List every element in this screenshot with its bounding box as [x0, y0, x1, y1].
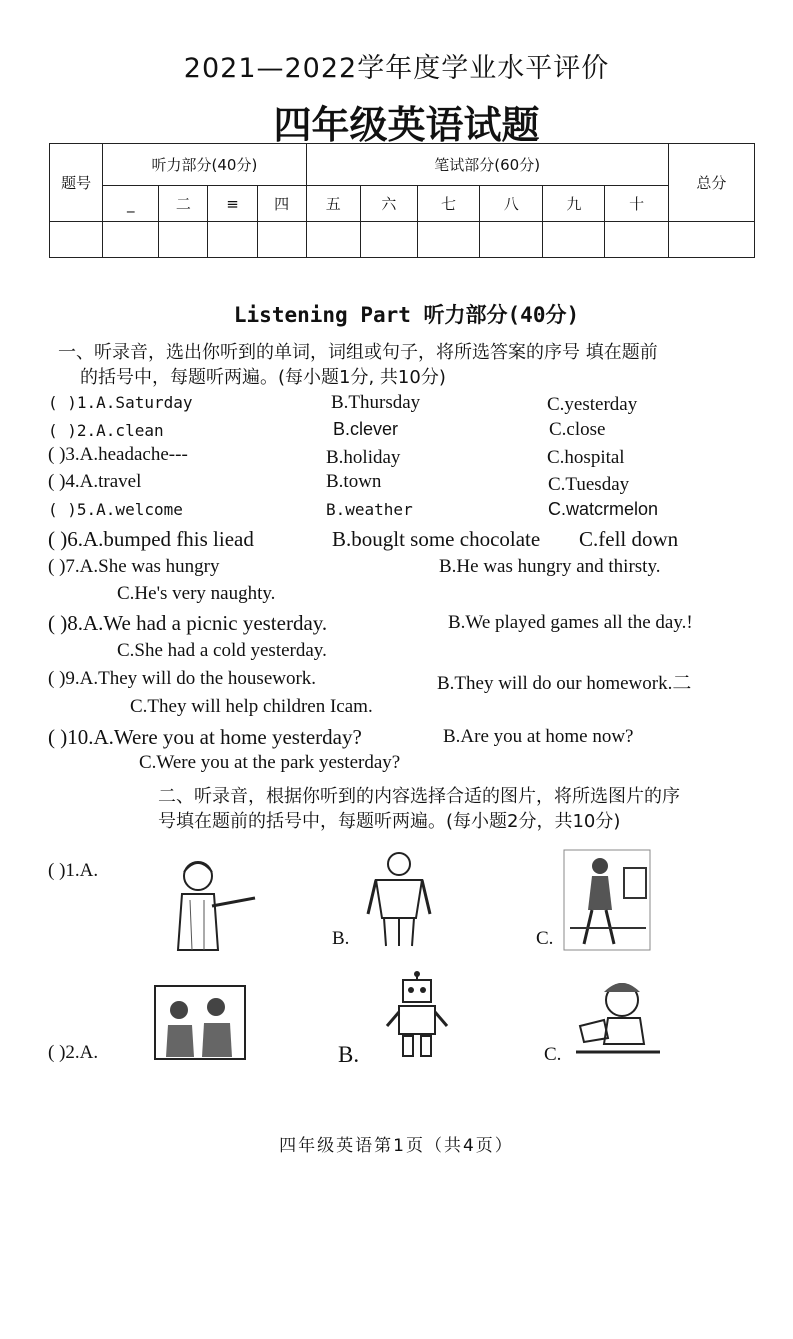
question-5-c: C.watcrmelon: [548, 499, 659, 519]
question-9-c: C.They will help children Icam.: [130, 696, 373, 717]
question-5-b: B.weather: [326, 500, 413, 519]
page-footer: 四年级英语第1页（共4页）: [279, 1136, 514, 1156]
question-1-b: B.Thursday: [331, 392, 421, 413]
question-1-c: C.yesterday: [547, 394, 638, 415]
col-2: 二: [159, 186, 208, 222]
score-cell: [417, 222, 479, 258]
total-header: 总分: [668, 144, 754, 222]
robot-picture: [383, 970, 451, 1060]
strong-man-picture: [362, 848, 437, 948]
picture-question-1-c: C.: [536, 928, 554, 949]
question-5: ( )5.A.welcome: [48, 500, 183, 519]
col-9: 九: [543, 186, 605, 222]
exam-title: 2021—2022学年度学业水平评价: [183, 53, 610, 84]
score-cell: [208, 222, 257, 258]
col-1: _: [103, 186, 159, 222]
question-1: ( )1.A.Saturday: [48, 393, 193, 412]
question-2-b: B.clever: [333, 419, 399, 439]
score-table: [49, 143, 755, 258]
question-number-header: 题号: [50, 144, 103, 222]
question-9-b: B.They will do our homework.二: [437, 673, 692, 694]
written-header: 笔试部分(60分): [306, 144, 668, 186]
score-cell: [306, 222, 360, 258]
question-3-b: B.holiday: [326, 447, 401, 468]
section-title: Listening Part 听力部分(40分): [233, 303, 580, 327]
col-10: 十: [605, 186, 668, 222]
question-7-c: C.He's very naughty.: [117, 583, 276, 604]
question-8-c: C.She had a cold yesterday.: [117, 640, 327, 661]
classroom-picture: [154, 985, 246, 1060]
question-6: ( )6.A.bumped fhis liead: [48, 527, 254, 551]
col-6: 六: [360, 186, 417, 222]
question-6-c: C.fell down: [579, 527, 679, 551]
question-10-b: B.Are you at home now?: [443, 726, 634, 747]
question-8-b: B.We played games all the day.!: [448, 612, 693, 633]
score-cell: [605, 222, 668, 258]
question-10-c: C.Were you at the park yesterday?: [139, 752, 401, 773]
part1-instruction-cont: 的括号中，每题听两遍。(每小题1分, 共10分): [80, 367, 446, 388]
exam-subtitle: 四年级英语试题: [273, 103, 540, 147]
girl-walking-picture: [562, 848, 652, 953]
picture-question-2-b: B.: [338, 1042, 360, 1067]
teacher-pointing-picture: [160, 850, 260, 955]
col-7: 七: [417, 186, 479, 222]
score-cell: [480, 222, 543, 258]
question-2: ( )2.A.clean: [48, 421, 164, 440]
part2-instruction: 二、听录音，根据你听到的内容选择合适的图片，将所选图片的序: [158, 786, 680, 807]
question-4-c: C.Tuesday: [548, 474, 630, 495]
question-7-b: B.He was hungry and thirsty.: [439, 556, 661, 577]
score-cell: [50, 222, 103, 258]
score-cell: [159, 222, 208, 258]
question-4-b: B.town: [326, 471, 382, 492]
part2-instruction-cont: 号填在题前的括号中，每题听两遍。(每小题2分，共10分): [158, 811, 621, 832]
question-9: ( )9.A.They will do the housework.: [48, 668, 317, 689]
col-8: 八: [480, 186, 543, 222]
picture-question-1-b: B.: [332, 928, 350, 949]
question-10: ( )10.A.Were you at home yesterday?: [48, 725, 362, 749]
question-6-b: B.bouglt some chocolate: [332, 527, 541, 551]
picture-question-2-c: C.: [544, 1044, 562, 1065]
question-3-c: C.hospital: [547, 447, 625, 468]
col-3: ≡: [208, 186, 257, 222]
score-cell: [543, 222, 605, 258]
question-7: ( )7.A.She was hungry: [48, 556, 220, 577]
col-5: 五: [306, 186, 360, 222]
score-cell: [360, 222, 417, 258]
question-2-c: C.close: [549, 419, 606, 440]
question-3: ( )3.A.headache---: [48, 444, 188, 465]
picture-question-1: ( )1.A.: [48, 860, 99, 881]
girl-reading-picture: [574, 972, 662, 1058]
picture-question-2: ( )2.A.: [48, 1042, 99, 1063]
col-4: 四: [257, 186, 306, 222]
listening-header: 听力部分(40分): [103, 144, 307, 186]
part1-instruction: 一、听录音，选出你听到的单词，词组或句子，将所选答案的序号 填在题前: [58, 342, 658, 363]
score-cell: [668, 222, 754, 258]
question-4: ( )4.A.travel: [48, 471, 142, 492]
score-cell: [257, 222, 306, 258]
question-8: ( )8.A.We had a picnic yesterday.: [48, 611, 328, 635]
score-cell: [103, 222, 159, 258]
